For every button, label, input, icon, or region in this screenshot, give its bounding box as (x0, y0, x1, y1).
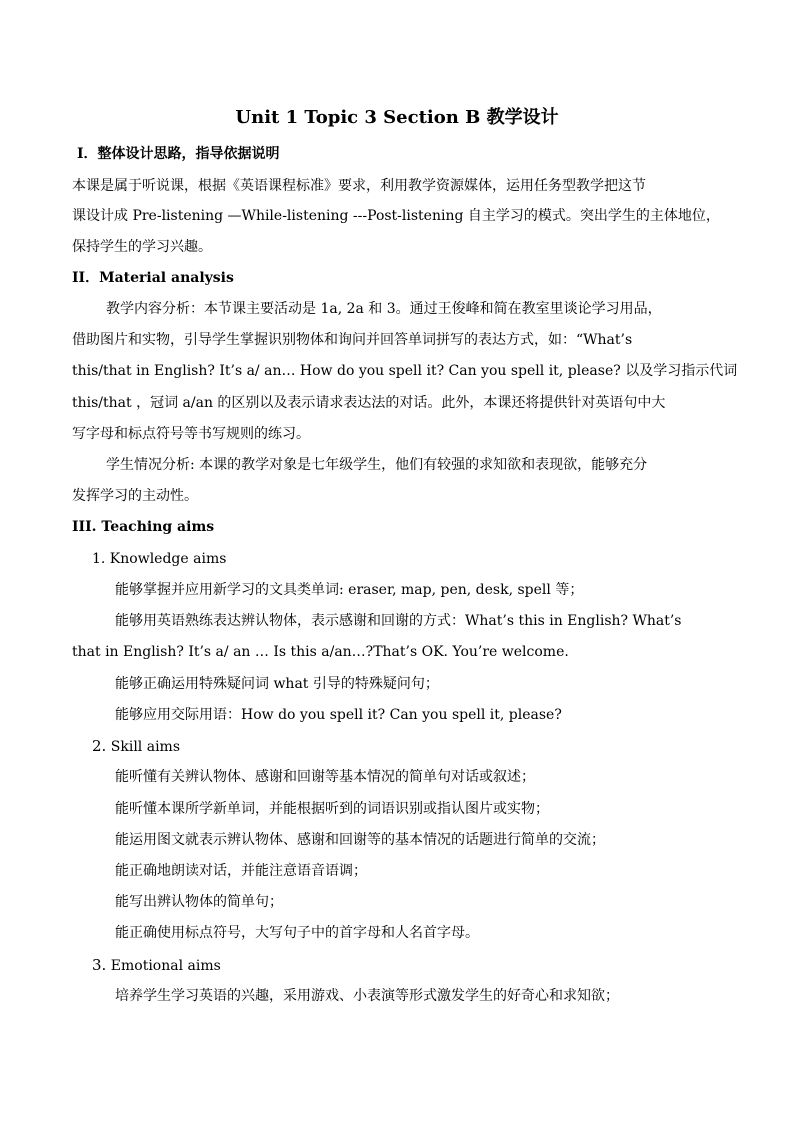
emotional-aims-label (92, 955, 221, 976)
knowledge-aims-line: 能够掌握并应用新学习的文具类单词: eraser, map, pen, desk, spell 等； (115, 582, 584, 598)
knowledge-aims-line: 能够用英语熟练表达辨认物体，表示感谢和回谢的方式：What’s this in English? What’s (115, 613, 682, 629)
emotional-aims-text: Emotional aims (110, 958, 221, 974)
section-1-line: 保持学生的学习兴趣。 (72, 239, 212, 255)
section-1-heading: Ⅰ．整体设计思路，指导依据说明 (77, 146, 280, 162)
skill-aims-number: 2. (92, 737, 107, 755)
section-2-line: this/that in English? It’s a/ an… How do you spell it? Can you spell it, please? 以及学习指示代词 (72, 363, 738, 379)
section-2-line: 借助图片和实物，引导学生掌握识别物体和询问并回答单词拼写的表达方式，如：“What’s (72, 332, 633, 348)
knowledge-aims-line: 能够应用交际用语：How do you spell it? Can you spell it, please? (115, 707, 562, 723)
knowledge-aims-line: that in English? It’s a/ an … Is this a/an…?That’s OK. You’re welcome. (72, 644, 569, 660)
section-1-line: 本课是属于听说课，根据《英语课程标准》要求，利用教学资源媒体，运用任务型教学把这节 (72, 178, 646, 194)
skill-aims-line: 能运用图文就表示辨认物体、感谢和回谢等的基本情况的话题进行简单的交流； (115, 832, 605, 848)
section-2-line: this/that ，冠词 a/an 的区别以及表示请求表达法的对话。此外，本课还将提供针对英语句中大 (72, 395, 666, 411)
skill-aims-line: 能正确地朗读对话，并能注意语音语调； (115, 863, 367, 879)
skill-aims-line: 能写出辨认物体的简单句； (115, 894, 283, 910)
emotional-aims-line: 培养学生学习英语的兴趣，采用游戏、小表演等形式激发学生的好奇心和求知欲； (115, 988, 619, 1004)
skill-aims-line: 能听懂有关辨认物体、感谢和回谢等基本情况的简单句对话或叙述； (115, 769, 535, 785)
section-2-line: 学生情况分析: 本课的教学对象是七年级学生，他们有较强的求知欲和表现欲，能够充分 (106, 457, 648, 473)
section-1-line: 课设计成 Pre-listening —While-listening ---Post-listening 自主学习的模式。突出学生的主体地位， (72, 208, 720, 224)
skill-aims-label (92, 736, 180, 757)
section-2-line: 发挥学习的主动性。 (72, 488, 198, 504)
section-2-line: 写字母和标点符号等书写规则的练习。 (72, 426, 310, 442)
section-3-heading: III. Teaching aims (72, 519, 215, 535)
skill-aims-line: 能正确使用标点符号，大写句子中的首字母和人名首字母。 (115, 925, 479, 941)
section-2-heading: II．Material analysis (72, 270, 234, 286)
skill-aims-line: 能听懂本课所学新单词，并能根据听到的词语识别或指认图片或实物； (115, 801, 549, 817)
knowledge-aims-line: 能够正确运用特殊疑问词 what 引导的特殊疑问句； (115, 676, 439, 692)
knowledge-aims-label: 1. Knowledge aims (92, 551, 227, 567)
section-2-line: 教学内容分析：本节课主要活动是 1a, 2a 和 3。通过王俊峰和简在教室里谈论学习用品， (106, 301, 662, 317)
emotional-aims-number: 3. (92, 956, 107, 974)
skill-aims-text: Skill aims (110, 739, 181, 755)
page-title: Unit 1 Topic 3 Section B 教学设计 (235, 107, 559, 128)
